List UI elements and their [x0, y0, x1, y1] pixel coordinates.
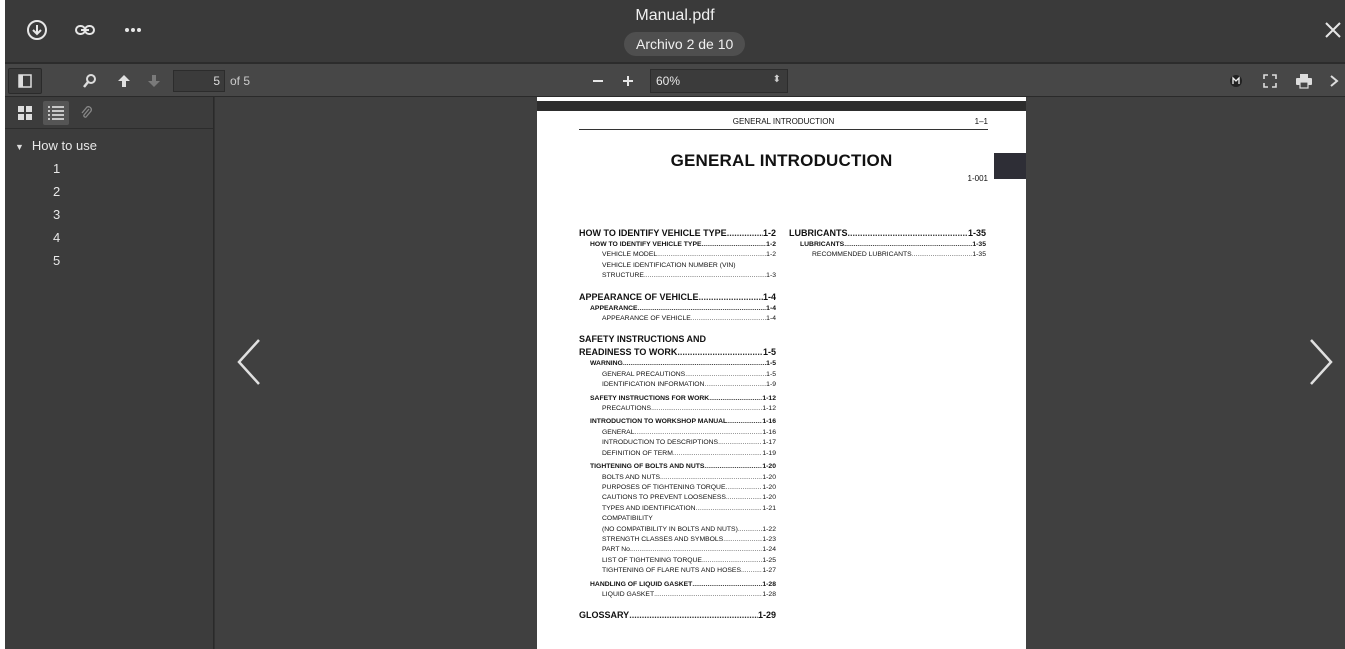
- toc-entry-title: SAFETY INSTRUCTIONS AND: [579, 334, 707, 345]
- toc-leader-dots: [718, 438, 762, 448]
- toc-entry: [579, 438, 776, 448]
- toc-entry-title: RECOMMENDED LUBRICANTS: [812, 251, 912, 259]
- toc-entry-title: LIQUID GASKET: [602, 590, 655, 598]
- toc-entry-page: 1-35: [967, 228, 986, 238]
- document-viewer[interactable]: [215, 97, 1345, 649]
- toc-entry-page: 1-2: [762, 228, 776, 238]
- toc-entry-title: DEFINITION OF TERM: [602, 449, 673, 457]
- select-arrows-icon: ⬍: [772, 74, 781, 85]
- toc-entry: [579, 493, 776, 503]
- toc-entry: [579, 394, 776, 404]
- toc-entry-title: TIGHTENING OF FLARE NUTS AND HOSES: [602, 567, 741, 575]
- arrow-down-icon: [146, 73, 162, 89]
- previous-file-arrow-icon[interactable]: [234, 337, 264, 387]
- attachments-tab[interactable]: [74, 101, 100, 125]
- toc-leader-dots: [657, 250, 766, 260]
- search-icon: [82, 73, 98, 89]
- toc-entry-page: 1-20: [762, 483, 776, 491]
- toc-leader-dots: [912, 250, 973, 260]
- toc-entry-title: HOW TO IDENTIFY VEHICLE TYPE: [579, 228, 727, 238]
- toc-leader-dots: [709, 394, 762, 404]
- toc-entry-page: 1-35: [972, 251, 986, 259]
- toc-entry: [579, 525, 776, 535]
- presentation-mode-button[interactable]: [1224, 68, 1248, 94]
- toc-entry-title: STRENGTH CLASSES AND SYMBOLS: [602, 535, 724, 543]
- page-title: GENERAL INTRODUCTION: [670, 151, 893, 170]
- toc-entry-title: INTRODUCTION TO WORKSHOP MANUAL: [590, 418, 728, 426]
- toc-leader-dots: [848, 227, 968, 240]
- outline-item[interactable]: 3: [53, 207, 61, 222]
- toc-entry-page: 1-28: [762, 590, 776, 598]
- toc-entry-title: APPEARANCE: [590, 304, 638, 312]
- toc-entry-page: 1-20: [762, 463, 776, 471]
- printer-icon: [1295, 73, 1313, 89]
- expand-icon: [1262, 73, 1278, 89]
- section-code: 1-001: [967, 174, 988, 183]
- toc-entry: [579, 504, 776, 514]
- toc-entry-page: 1-12: [762, 394, 776, 402]
- toc-leader-dots: [632, 545, 763, 555]
- toc-entry-page: 1-5: [766, 370, 776, 378]
- toc-entry-title: BOLTS AND NUTS: [602, 473, 661, 481]
- toc-entry-title: APPEARANCE OF VEHICLE: [602, 315, 691, 323]
- toc-entry: [579, 304, 776, 314]
- toc-entry-page: 1-2: [766, 251, 776, 259]
- outline-item[interactable]: 5: [53, 253, 61, 268]
- toc-leader-dots: [685, 370, 766, 380]
- toc-leader-dots: [741, 566, 762, 576]
- toc-entry-title: HANDLING OF LIQUID GASKET: [590, 580, 693, 588]
- outline-item[interactable]: 2: [53, 184, 61, 199]
- running-head-title: GENERAL INTRODUCTION: [732, 117, 835, 126]
- toc-entry-title: GENERAL: [602, 428, 635, 436]
- toc-leader-dots: [704, 380, 766, 390]
- toc-leader-dots: [654, 590, 762, 600]
- next-page-button[interactable]: [141, 68, 167, 94]
- toc-entry-page: 1-3: [766, 272, 776, 280]
- toc-entry-title: IDENTIFICATION INFORMATION: [602, 381, 705, 389]
- toc-leader-dots: [634, 428, 762, 438]
- toc-entry: [579, 462, 776, 472]
- toc-entry-page: 1-28: [762, 580, 776, 588]
- zoom-out-button[interactable]: [586, 68, 610, 94]
- page-gap: [537, 101, 1026, 111]
- toc-entry: [579, 370, 776, 380]
- toc-entry-title: STRUCTURE: [602, 272, 644, 280]
- toc-entry-page: 1-20: [762, 494, 776, 502]
- toc-entry-page: 1-4: [762, 291, 776, 302]
- toc-entry-title: VEHICLE IDENTIFICATION NUMBER (VIN): [602, 261, 736, 269]
- fullscreen-button[interactable]: [1258, 68, 1282, 94]
- zoom-select[interactable]: [650, 69, 788, 93]
- toc-entry-title: WARNING: [590, 360, 623, 368]
- toc-entry-title: TYPES AND IDENTIFICATION: [602, 504, 696, 512]
- toc-entry: [579, 514, 776, 524]
- toc-entry-page: 1-25: [762, 556, 776, 564]
- toc-entry: [579, 240, 776, 250]
- toc-entry: [579, 380, 776, 390]
- toc-leader-dots: [623, 359, 766, 369]
- toc-entry-title: SAFETY INSTRUCTIONS FOR WORK: [590, 394, 710, 402]
- toolbar-overflow-button[interactable]: [1324, 68, 1344, 94]
- toc-entry: [579, 291, 776, 304]
- toc-entry: [579, 580, 776, 590]
- toc-entry: [579, 271, 776, 281]
- page-total: of 5: [230, 74, 251, 88]
- toc-entry-title: GLOSSARY: [579, 610, 630, 621]
- toc-leader-dots: [699, 291, 763, 304]
- toc-entry-page: 1-16: [762, 418, 776, 426]
- toc-entry: [579, 227, 776, 240]
- toc-entry-page: 1-21: [762, 504, 776, 512]
- toc-entry-page: 1-12: [762, 405, 776, 413]
- toc-leader-dots: [702, 556, 762, 566]
- zoom-value: 60%: [656, 74, 681, 88]
- find-button[interactable]: [77, 68, 103, 94]
- toc-leader-dots: [726, 493, 763, 503]
- file-counter-badge: Archivo 2 de 10: [624, 32, 745, 56]
- toc-leader-dots: [677, 346, 763, 359]
- caret-down-icon[interactable]: ▼: [15, 142, 24, 152]
- toc-column-right: [789, 227, 986, 261]
- toc-entry-title: VEHICLE MODEL: [602, 251, 658, 259]
- zoom-in-button[interactable]: [616, 68, 640, 94]
- toc-entry: [579, 346, 776, 359]
- previous-page-button[interactable]: [111, 68, 137, 94]
- toc-entry: [579, 556, 776, 566]
- toc-entry-page: 1-9: [766, 381, 776, 389]
- toc-entry-page: 1-19: [762, 449, 776, 457]
- toc-entry-page: 1-27: [762, 567, 776, 575]
- paperclip-icon: [80, 106, 94, 120]
- toc-entry-page: 1-16: [762, 428, 776, 436]
- list-icon: [48, 106, 64, 120]
- toc-entry: [579, 417, 776, 427]
- toc-leader-dots: [660, 473, 762, 483]
- toc-entry-title: READINESS TO WORK: [579, 347, 678, 358]
- toc-entry: [579, 333, 776, 346]
- toc-leader-dots: [644, 271, 766, 281]
- toc-leader-dots: [651, 404, 762, 414]
- toc-entry-title: TIGHTENING OF BOLTS AND NUTS: [590, 463, 705, 471]
- presentation-icon: [1228, 73, 1244, 89]
- toc-leader-dots: [702, 240, 767, 250]
- file-name: Manual.pdf: [635, 7, 715, 24]
- page-number-input[interactable]: [173, 70, 225, 92]
- toc-entry-title: COMPATIBILITY: [602, 515, 653, 523]
- toc-entry-title: (NO COMPATIBILITY IN BOLTS AND NUTS): [602, 525, 738, 533]
- toc-entry: [579, 545, 776, 555]
- toc-entry-page: 1-24: [762, 546, 776, 554]
- print-button[interactable]: [1292, 68, 1316, 94]
- pdf-page: [537, 111, 1026, 649]
- toc-leader-dots: [844, 240, 972, 250]
- toc-entry: [579, 404, 776, 414]
- toc-leader-dots: [723, 535, 762, 545]
- toc-entry: [789, 250, 986, 260]
- thumbnails-tab[interactable]: [12, 101, 38, 125]
- toc-leader-dots: [726, 483, 763, 493]
- toc-entry-page: 1-22: [762, 525, 776, 533]
- outline-item[interactable]: 4: [53, 230, 61, 245]
- toc-entry-page: 1-5: [762, 347, 776, 358]
- toc-entry-page: 1-4: [766, 304, 776, 312]
- running-head-page: 1–1: [974, 117, 988, 126]
- toc-leader-dots: [691, 314, 766, 324]
- toc-column-left: [579, 227, 776, 622]
- next-file-arrow-icon[interactable]: [1306, 337, 1336, 387]
- pdf-toolbar: [5, 62, 1345, 97]
- outline-sidebar: [5, 97, 214, 649]
- toc-entry-title: LUBRICANTS: [800, 241, 845, 248]
- toc-entry-title: HOW TO IDENTIFY VEHICLE TYPE: [590, 241, 702, 248]
- outline-item-label: How to use: [31, 138, 97, 153]
- toc-entry: [579, 261, 776, 271]
- toc-entry: [579, 535, 776, 545]
- toc-leader-dots: [692, 580, 762, 590]
- toc-entry-title: PURPOSES OF TIGHTENING TORQUE: [602, 483, 726, 491]
- toc-entry-title: PART No.: [602, 546, 632, 554]
- arrow-up-icon: [116, 73, 132, 89]
- outline-tab[interactable]: [43, 101, 69, 125]
- toc-leader-dots: [673, 449, 763, 459]
- toc-entry: [579, 449, 776, 459]
- toc-leader-dots: [738, 525, 763, 535]
- outline-tree: [5, 129, 213, 272]
- chevron-right-icon: [1328, 74, 1340, 88]
- preview-header: [5, 0, 1345, 62]
- toc-entry: [579, 473, 776, 483]
- close-icon[interactable]: [1318, 15, 1345, 45]
- grid-icon: [18, 106, 32, 120]
- toc-entry: [579, 250, 776, 260]
- toc-entry: [579, 314, 776, 324]
- toc-entry-page: 1-5: [766, 360, 776, 368]
- toc-entry-title: LIST OF TIGHTENING TORQUE: [602, 556, 702, 564]
- toc-entry-page: 1-17: [762, 439, 776, 447]
- toc-entry: [579, 590, 776, 600]
- outline-item-how-to-use[interactable]: [5, 135, 213, 157]
- sidebar-toggle-button[interactable]: [8, 68, 42, 94]
- toc-leader-dots: [638, 304, 767, 314]
- running-header: [579, 117, 988, 130]
- toc-entry-title: PRECAUTIONS: [602, 405, 652, 413]
- toc-entry: [579, 483, 776, 493]
- toc-leader-dots: [704, 462, 762, 472]
- toc-entry: [579, 609, 776, 622]
- toc-entry: [789, 227, 986, 240]
- toc-entry-title: LUBRICANTS: [789, 228, 848, 238]
- toc-entry-page: 1-4: [766, 315, 776, 323]
- toc-entry-page: 1-2: [766, 241, 776, 248]
- toc-entry-page: 1-29: [757, 610, 776, 621]
- toc-entry: [579, 566, 776, 576]
- toc-entry: [579, 359, 776, 369]
- toc-entry-title: CAUTIONS TO PREVENT LOOSENESS: [602, 494, 726, 502]
- plus-icon: [621, 74, 635, 88]
- toc-entry: [789, 240, 986, 250]
- toc-leader-dots: [727, 227, 763, 240]
- toc-entry-title: INTRODUCTION TO DESCRIPTIONS: [602, 439, 719, 447]
- toc-entry-title: GENERAL PRECAUTIONS: [602, 370, 686, 378]
- toc-entry-page: 1-23: [762, 535, 776, 543]
- toc-leader-dots: [629, 609, 758, 622]
- toc-entry-page: 1-20: [762, 473, 776, 481]
- minus-icon: [591, 74, 605, 88]
- toc-leader-dots: [727, 417, 762, 427]
- toc-leader-dots: [696, 504, 763, 514]
- toc-entry-page: 1-35: [972, 241, 986, 248]
- toc-entry-title: APPEARANCE OF VEHICLE: [579, 291, 699, 302]
- toc-entry: [579, 428, 776, 438]
- sidebar-tabs: [5, 97, 213, 129]
- outline-item[interactable]: 1: [53, 161, 61, 176]
